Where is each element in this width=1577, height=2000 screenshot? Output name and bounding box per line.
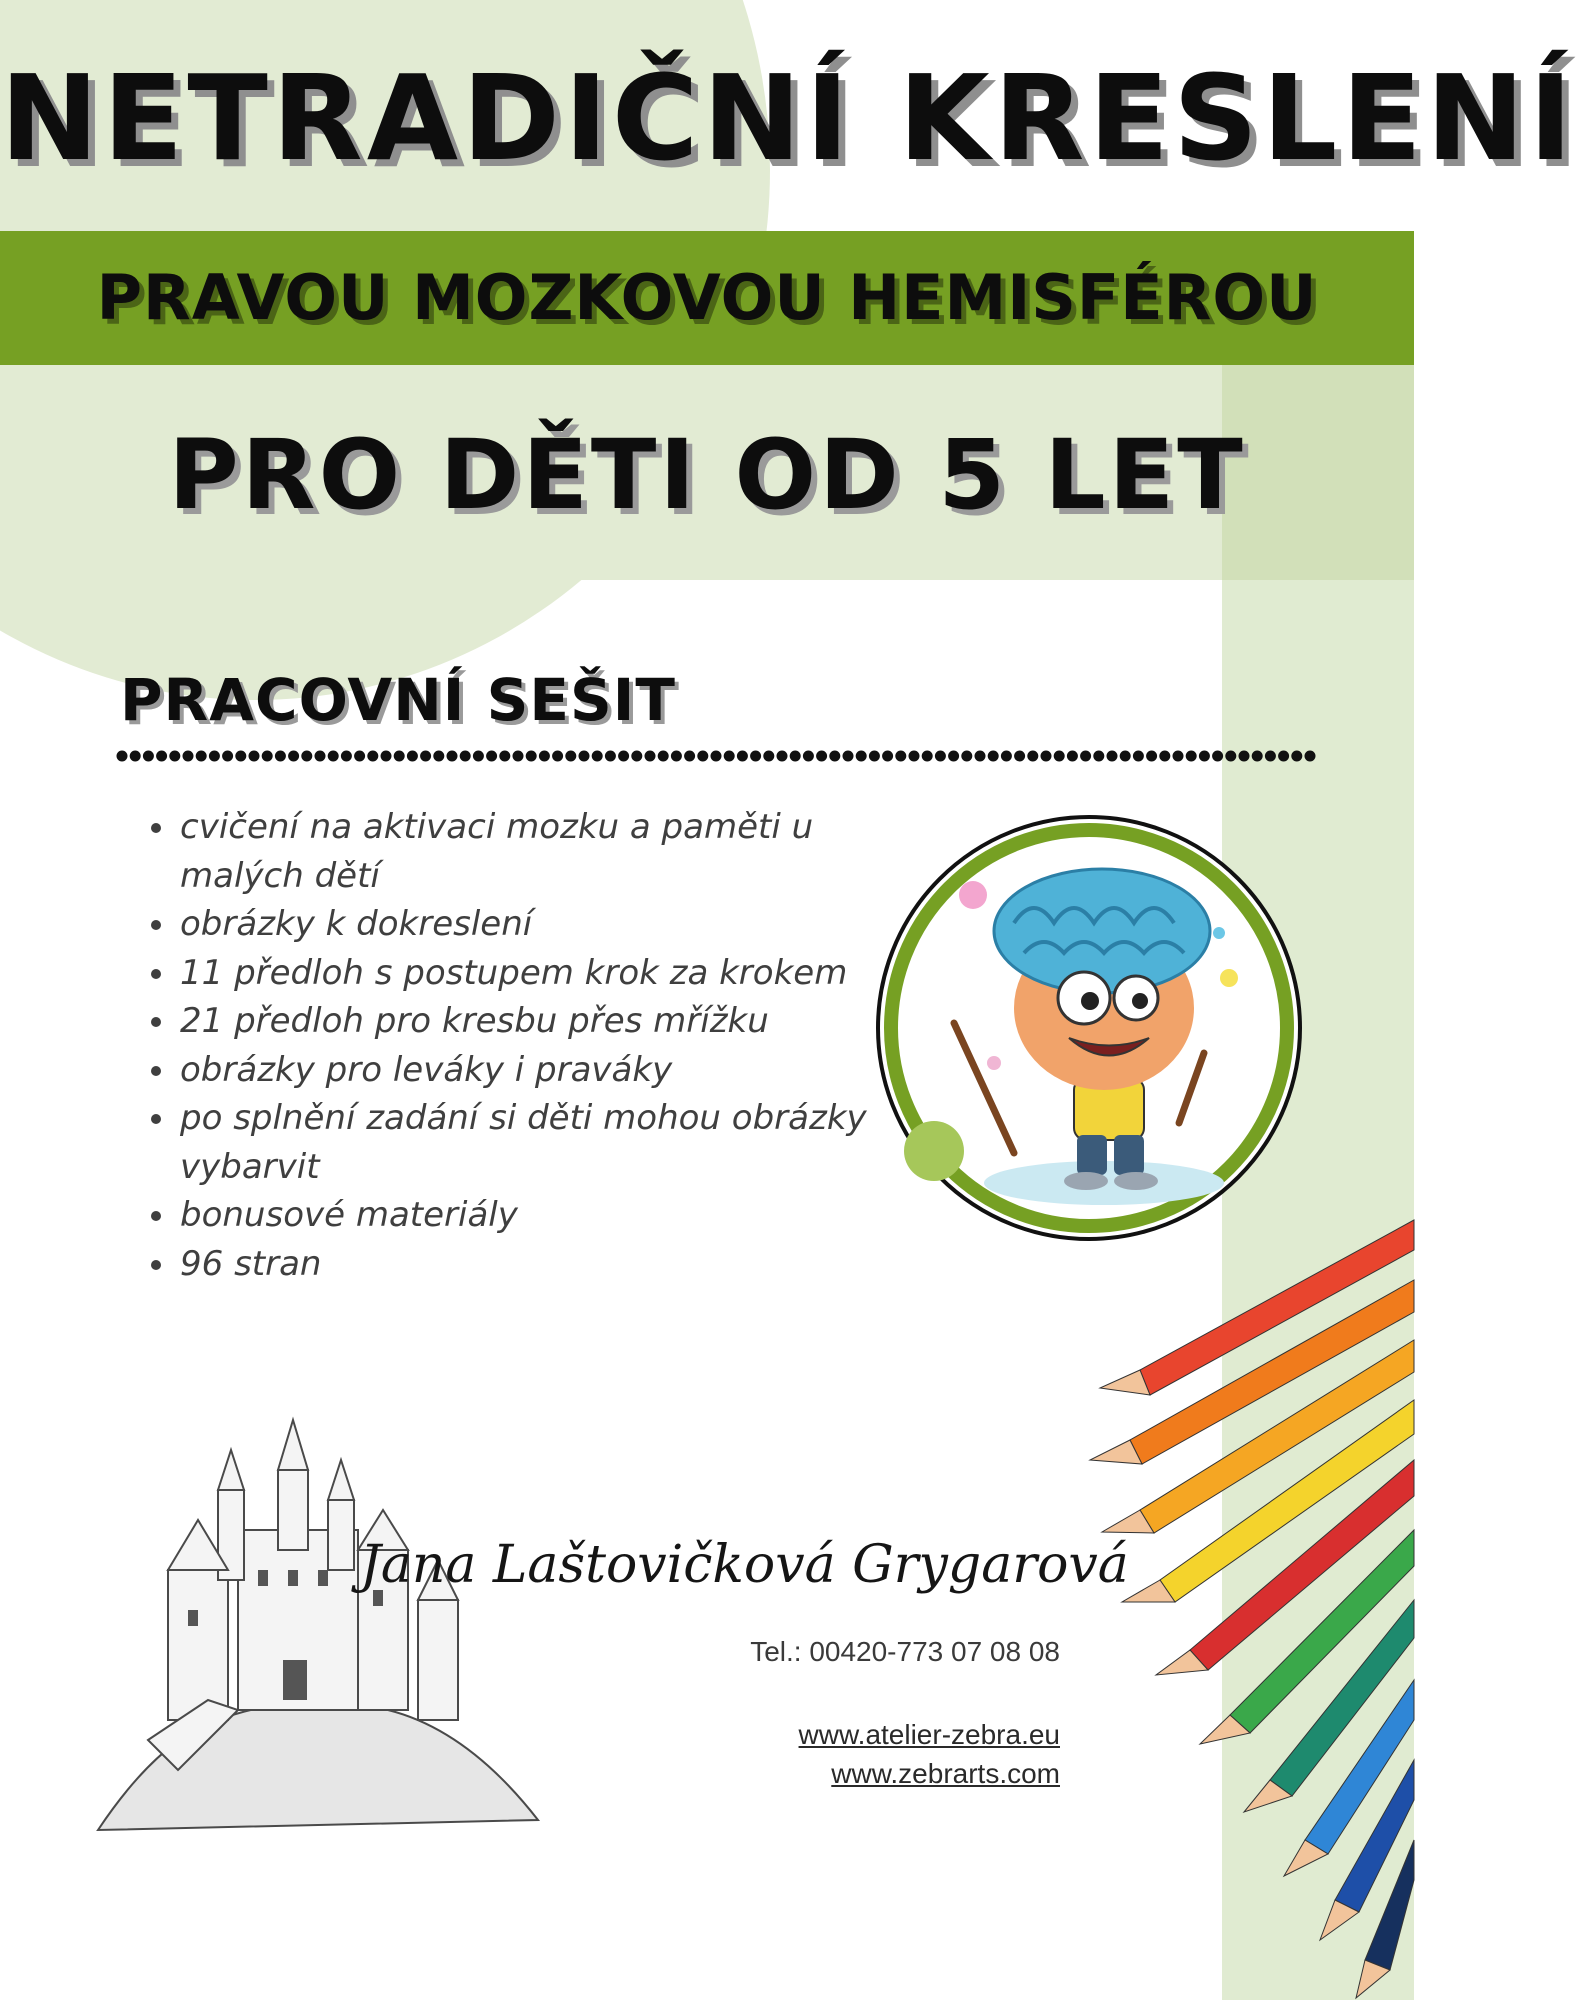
list-item: • obrázky k dokreslení: [178, 900, 868, 949]
section-heading: PRACOVNÍ SEŠIT: [120, 666, 676, 734]
author-signature: Jana Laštovičková Grygarová: [360, 1535, 1129, 1595]
list-item: • 11 předloh s postupem krok za krokem: [178, 949, 868, 998]
castle-sketch: [88, 1410, 548, 1850]
phone-number: Tel.: 00420-773 07 08 08: [750, 1636, 1060, 1667]
list-item: • obrázky pro leváky i praváky: [178, 1046, 868, 1095]
list-item: • 21 předloh pro kresbu přes mřížku: [178, 997, 868, 1046]
colored-pencils: [1080, 1140, 1414, 2000]
website-link-atelier[interactable]: www.atelier-zebra.eu: [798, 1719, 1060, 1750]
list-item: • 96 stran: [178, 1240, 868, 1289]
list-item: • cvičení na aktivaci mozku a paměti u malých dětí: [178, 803, 868, 900]
list-item: • po splnění zadání si děti mohou obrázky vybarvit: [178, 1094, 868, 1191]
subtitle: PRAVOU MOZKOVOU HEMISFÉROU: [96, 261, 1318, 334]
age-label: PRO DĚTI OD 5 LET: [168, 419, 1246, 531]
website-link-zebrarts[interactable]: www.zebrarts.com: [831, 1758, 1060, 1789]
page-title: NETRADIČNÍ KRESLENÍ: [0, 49, 1577, 187]
dotted-divider: [116, 744, 1324, 768]
list-item: • bonusové materiály: [178, 1191, 868, 1240]
feature-list: [140, 803, 868, 1288]
